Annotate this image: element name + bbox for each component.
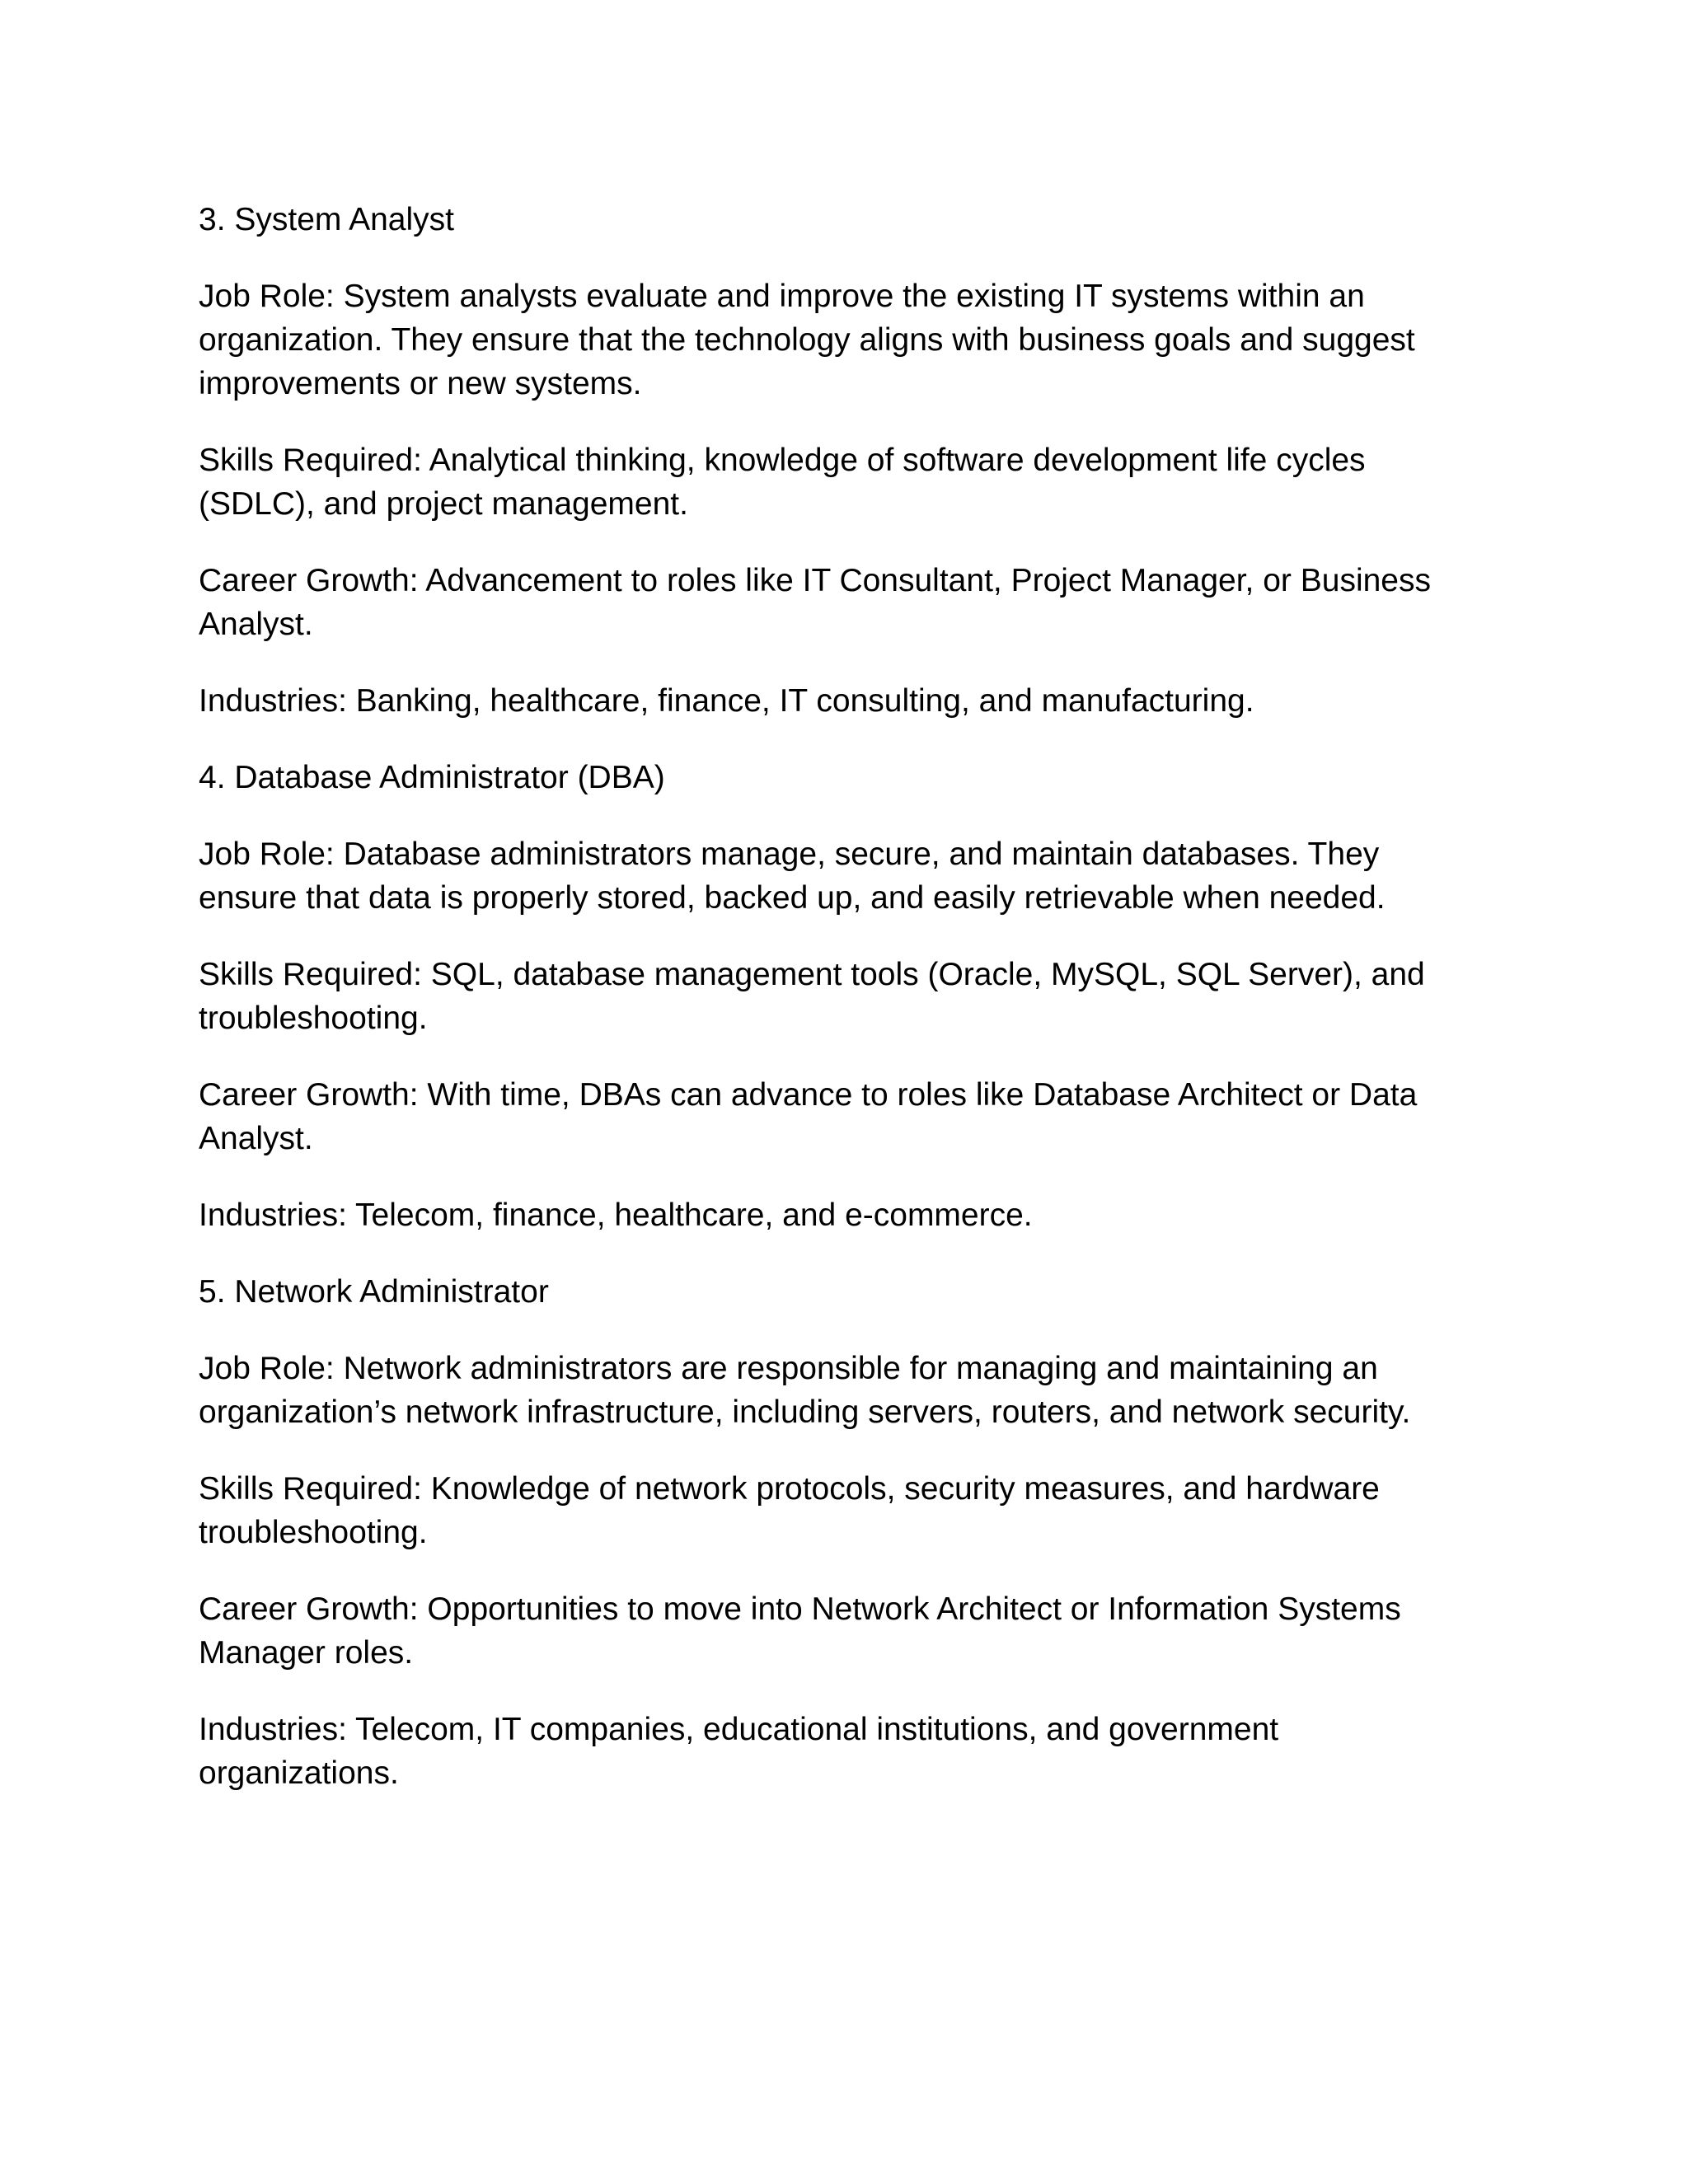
text-line: 4. Database Administrator (DBA)	[199, 760, 665, 795]
job-role-paragraph	[199, 1347, 1501, 1434]
career-growth-paragraph	[199, 1587, 1501, 1675]
text-line: troubleshooting.	[199, 1515, 428, 1550]
text-line: Job Role: Database administrators manage, secure, and maintain databases. They	[199, 837, 1380, 872]
text-line: organizations.	[199, 1755, 399, 1791]
text-line: Analyst.	[199, 1121, 313, 1156]
text-line: Analyst.	[199, 607, 313, 642]
industries-paragraph	[199, 1193, 1501, 1237]
text-line: Career Growth: Advancement to roles like IT Consultant, Project Manager, or Business	[199, 563, 1431, 598]
industries-paragraph	[199, 1708, 1501, 1795]
text-line: organization. They ensure that the technology aligns with business goals and suggest	[199, 322, 1415, 358]
section-heading	[199, 756, 1501, 799]
text-line: Career Growth: Opportunities to move into Network Architect or Information Systems	[199, 1591, 1401, 1627]
text-line: organization’s network infrastructure, including servers, routers, and network security.	[199, 1394, 1411, 1430]
text-line: Skills Required: SQL, database management tools (Oracle, MySQL, SQL Server), and	[199, 957, 1425, 992]
text-line: ensure that data is properly stored, backed up, and easily retrievable when needed.	[199, 880, 1386, 916]
text-line: Career Growth: With time, DBAs can advance to roles like Database Architect or Data	[199, 1077, 1418, 1113]
career-growth-paragraph	[199, 559, 1501, 646]
job-role-paragraph	[199, 274, 1501, 405]
text-line: Industries: Banking, healthcare, finance, IT consulting, and manufacturing.	[199, 683, 1254, 719]
text-line: Skills Required: Knowledge of network protocols, security measures, and hardware	[199, 1471, 1380, 1507]
text-line: Industries: Telecom, IT companies, educational institutions, and government	[199, 1712, 1279, 1747]
skills-paragraph	[199, 438, 1501, 526]
industries-paragraph	[199, 679, 1501, 723]
section-heading	[199, 1270, 1501, 1314]
text-line: Skills Required: Analytical thinking, knowledge of software development life cycles	[199, 443, 1366, 478]
text-line: improvements or new systems.	[199, 366, 642, 401]
text-line: Industries: Telecom, finance, healthcare, and e-commerce.	[199, 1197, 1033, 1233]
job-role-paragraph	[199, 832, 1501, 920]
text-line: Job Role: Network administrators are responsible for managing and maintaining an	[199, 1351, 1378, 1386]
text-line: 5. Network Administrator	[199, 1274, 549, 1310]
skills-paragraph	[199, 1467, 1501, 1554]
text-line: Job Role: System analysts evaluate and improve the existing IT systems within an	[199, 279, 1365, 314]
career-growth-paragraph	[199, 1073, 1501, 1160]
section-heading	[199, 198, 1501, 241]
text-line: troubleshooting.	[199, 1001, 428, 1036]
text-line: 3. System Analyst	[199, 202, 454, 237]
text-line: Manager roles.	[199, 1635, 414, 1671]
text-line: (SDLC), and project management.	[199, 486, 688, 522]
document-body	[199, 198, 1501, 1828]
skills-paragraph	[199, 953, 1501, 1040]
